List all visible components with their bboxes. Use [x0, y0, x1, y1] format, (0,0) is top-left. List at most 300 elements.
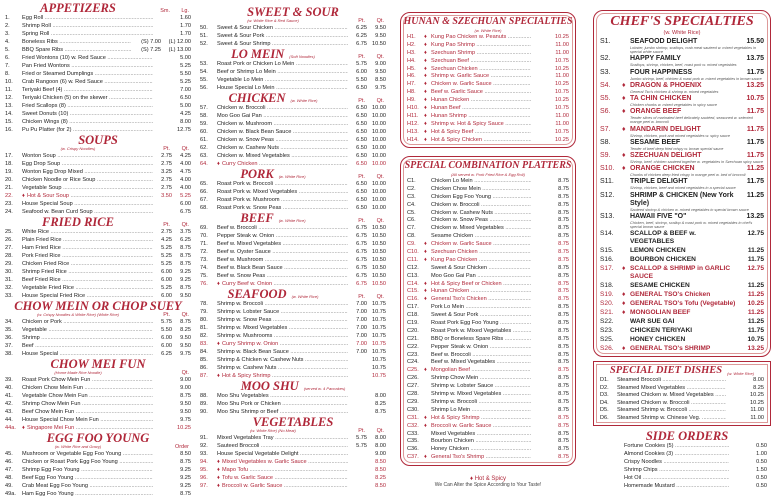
menu-item: [600, 213, 764, 221]
menu-item: [600, 336, 764, 344]
price-large: 10.25: [745, 400, 764, 408]
item-description: Scallops, shrimp, chicken, beef, roast pork w. mixed vegetables: [630, 63, 737, 68]
price-small: 6.00: [348, 68, 367, 76]
price-small: 6.75: [348, 240, 367, 248]
item-description: Chicken chunks w. mixed vegetables in spicy sauce: [630, 103, 717, 108]
price-small: [531, 249, 550, 257]
section-title-bar: [5, 358, 191, 370]
menu-section: [403, 16, 573, 144]
price-small: [729, 466, 748, 474]
menu-item: [5, 408, 191, 416]
price-large: 9.25: [172, 276, 191, 284]
hot-spicy-icon: ♦: [622, 108, 626, 116]
price-large: 10.00: [367, 180, 386, 188]
item-number: 38.: [5, 351, 13, 357]
price-large: 8.75: [550, 304, 569, 312]
hot-spicy-icon: ♦: [424, 249, 427, 256]
spacer: [424, 273, 431, 281]
item-number: [607, 474, 624, 482]
section-subtitle: (w. Crispy Noodles): [60, 146, 96, 151]
item-description: Chicken, beef, shrimp, scallop & roast pork w. mixed vegetables in chef's special brown sauce: [630, 220, 753, 230]
menu-item: [407, 304, 569, 312]
menu-item: [200, 474, 386, 482]
price-large: 8.75: [550, 312, 569, 320]
menu-item: [407, 129, 569, 137]
price-small: [531, 97, 550, 105]
price-large: 10.50: [367, 240, 386, 248]
menu-item: [407, 312, 569, 320]
price-small: [531, 312, 550, 320]
menu-item: [5, 384, 191, 392]
price-large: 8.75: [550, 446, 569, 454]
price-small: [348, 356, 367, 364]
item-number: H6.: [407, 73, 416, 80]
price-large: 8.00: [172, 118, 191, 126]
hot-spicy-legend: ♦ Hot & Spicy: [469, 476, 507, 482]
spacer: [424, 407, 431, 415]
spacer: [622, 139, 630, 147]
menu-item: [5, 200, 191, 208]
item-name: Chicken w. Black Bean Sauce .....: [217, 128, 348, 136]
price-small: [729, 450, 748, 458]
hot-spicy-icon: ♦: [217, 341, 220, 347]
side-orders: [593, 430, 771, 490]
item-number: S19.: [600, 291, 614, 299]
menu-item: [407, 352, 569, 360]
item-number: C16.: [407, 296, 419, 303]
item-name: Tofu w. Garlic Sauce .....: [222, 474, 348, 482]
menu-item: [607, 482, 767, 490]
item-name: Beef Fried Rice .....: [22, 276, 153, 284]
spice-note: We Can Alter the Spice According to Your Taste!: [434, 482, 542, 488]
section-title: SOUPS: [78, 133, 118, 147]
item-name: Singapore Mei Fun .....: [27, 424, 153, 432]
hot-spicy-icon: ♦: [424, 65, 427, 72]
menu-column-1: [5, 2, 191, 498]
item-number: 54.: [200, 69, 208, 75]
price-small: 6.50: [348, 188, 367, 196]
spacer: [622, 247, 630, 255]
price-large: 10.00: [367, 144, 386, 152]
item-number: H14.: [407, 136, 419, 143]
price-large: 0.50: [748, 482, 767, 490]
spacer: [424, 438, 431, 446]
item-name: General Tso's Shrimp .....: [431, 454, 531, 462]
price-small: [729, 442, 748, 450]
item-description: General Tso's chicken & shrimp w. mixed vegetables: [630, 89, 719, 94]
price-large: 8.75: [550, 320, 569, 328]
spacer: [622, 178, 630, 186]
menu-item: [200, 442, 386, 450]
price-large: 8.75: [550, 273, 569, 281]
item-name: Beef Egg Foo Young .....: [22, 474, 153, 482]
spacer: [424, 178, 431, 186]
section-subtitle-bar: [5, 444, 191, 450]
price-large: 10.75: [550, 129, 569, 137]
item-name: Curry Beef w. Onion .....: [222, 280, 348, 288]
menu-item: [200, 104, 386, 112]
menu-item: [600, 407, 764, 415]
price-small: [153, 482, 172, 490]
hot-spicy-icon: ♦: [622, 309, 626, 317]
item-name: Plain Fried Rice .....: [22, 236, 153, 244]
price-header: [151, 444, 189, 450]
hot-spicy-icon: ♦: [424, 34, 427, 40]
item-number: S15.: [600, 247, 614, 255]
price-small: [726, 377, 745, 385]
item-name: Beef .....: [22, 342, 153, 350]
spacer: [424, 383, 431, 391]
item-number: H5.: [407, 65, 416, 72]
spacer: [424, 304, 431, 312]
menu-item: [600, 345, 764, 353]
price-large: 8.75: [550, 257, 569, 265]
section-title-bar: [5, 2, 191, 14]
item-number: 55.: [200, 77, 208, 83]
menu-item: [200, 434, 386, 442]
hot-spicy-icon: ♦: [424, 73, 427, 80]
price-small: [531, 73, 550, 81]
price-large: 10.00: [367, 112, 386, 120]
item-number: 97.: [200, 483, 208, 489]
item-number: S26.: [600, 345, 614, 353]
price-large: 9.25: [172, 466, 191, 474]
price-large: 8.75: [550, 194, 569, 202]
menu-item: [200, 450, 386, 458]
item-number: D4.: [600, 399, 609, 406]
menu-item: [200, 152, 386, 160]
item-number: H4.: [407, 57, 416, 64]
menu-item: [200, 308, 386, 316]
item-number: 34.: [5, 319, 13, 325]
item-number: S18.: [600, 282, 614, 290]
item-number: D6.: [600, 414, 609, 421]
price-large: 8.75: [550, 225, 569, 233]
hot-spicy-icon: ♦: [622, 165, 626, 173]
item-number: S4.: [600, 81, 611, 89]
price-large: 12.75: [172, 126, 191, 134]
item-number: S5.: [600, 95, 611, 103]
menu-item: [407, 81, 569, 89]
menu-item: [200, 324, 386, 332]
price-large: 8.50: [367, 76, 386, 84]
price-column-label: Qt.: [376, 98, 384, 104]
hot-spicy-icon: ♦: [424, 280, 427, 287]
hot-spicy-icon: ♦: [424, 49, 427, 56]
item-number: H13.: [407, 128, 419, 135]
item-number: C25.: [407, 367, 419, 374]
menu-section: [5, 134, 191, 216]
menu-item: [5, 416, 191, 424]
price-column-label: Pt.: [163, 312, 170, 318]
spacer: [622, 336, 630, 344]
item-number: 5.: [5, 47, 10, 53]
price-small: 6.50: [348, 144, 367, 152]
item-name: Chicken w. Mixed Vegetables .....: [431, 225, 531, 233]
hot-spicy-icon: ♦: [22, 425, 25, 431]
item-name: Teriyaki Chicken (5) on the skewer .....: [22, 94, 153, 102]
item-number: 44a.: [5, 425, 16, 431]
price-large: 9.75: [367, 84, 386, 92]
price-large: 9.25: [172, 482, 191, 490]
price-large: 10.75: [367, 364, 386, 372]
hot-spicy-icon: ♦: [424, 120, 427, 127]
hot-spicy-icon: ♦: [622, 265, 626, 273]
menu-item: [5, 318, 191, 326]
item-name: Seafood w. Bean Curd Soup .....: [22, 208, 153, 216]
item-name: Beef w. Broccoli .....: [431, 352, 531, 360]
price-small: (S) 7.00: [131, 38, 161, 46]
item-number: C20.: [407, 327, 419, 334]
section-subtitle-bar: [5, 370, 191, 376]
spacer: [424, 265, 431, 273]
item-number: C7.: [407, 225, 416, 232]
section-title-bar: [200, 416, 386, 428]
menu-section: [607, 430, 767, 490]
item-number: C35.: [407, 438, 419, 445]
hot-spicy-icon: ♦: [424, 105, 427, 112]
price-small: [153, 408, 172, 416]
item-name: Beef w. Oyster Sauce .....: [217, 248, 348, 256]
menu-item: [5, 244, 191, 252]
item-name: Hot & Spicy Shrimp .....: [431, 415, 531, 423]
price-small: 5.25: [153, 260, 172, 268]
price-large: 8.75: [550, 210, 569, 218]
price-large: 8.75: [172, 490, 191, 498]
menu-item: [407, 383, 569, 391]
item-number: S10.: [600, 165, 615, 173]
item-number: 79.: [200, 309, 208, 315]
item-number: 46.: [5, 459, 13, 465]
spacer: [424, 336, 431, 344]
menu-item: [407, 367, 569, 375]
price-large: 9.50: [172, 292, 191, 300]
price-header: [346, 294, 384, 300]
section-title: VEGETABLES: [252, 415, 334, 429]
price-large: 11.00: [550, 73, 569, 81]
menu-item: [407, 137, 569, 145]
menu-item: [5, 160, 191, 168]
item-number: 42.: [5, 401, 13, 407]
price-small: [348, 364, 367, 372]
price-large: 9.50: [172, 342, 191, 350]
menu-item: [407, 391, 569, 399]
item-name: BOURBON CHICKEN: [630, 256, 696, 264]
item-number: 64.: [200, 161, 208, 167]
price-large: 9.00: [367, 450, 386, 458]
price-large: 10.00: [367, 196, 386, 204]
item-name: Shrimp .....: [22, 334, 153, 342]
menu-item: [5, 54, 191, 62]
menu-item: [5, 152, 191, 160]
price-small: [348, 474, 367, 482]
price-large: 10.25: [550, 66, 569, 74]
menu-item: [600, 300, 764, 308]
section-title: SWEET & SOUR: [247, 5, 339, 19]
item-name: Chicken Chow Mein Fun .....: [22, 384, 153, 392]
price-small: 6.50: [348, 120, 367, 128]
item-number: 59.: [200, 121, 208, 127]
price-small: 6.50: [348, 136, 367, 144]
item-number: 84.: [200, 349, 208, 355]
hot-spicy-icon: ♦: [622, 291, 626, 299]
item-number: S16.: [600, 256, 614, 264]
section-title-bar: [5, 432, 191, 444]
menu-item: [5, 38, 191, 46]
item-description: Shrimp, chicken, beef and mixed vegetables in a special sauce: [630, 186, 736, 191]
item-number: 19.: [5, 169, 13, 175]
price-small: [726, 385, 745, 393]
item-number: 86.: [200, 365, 208, 371]
price-small: [531, 352, 550, 360]
item-name: Vegetable Chow Mein Fun .....: [22, 392, 153, 400]
item-name: HONEY CHICKEN: [630, 336, 686, 344]
menu-item: [600, 309, 764, 317]
item-name: General Tso's Chicken .....: [431, 296, 531, 304]
item-number: H10.: [407, 105, 419, 112]
item-price: 15.50: [746, 38, 764, 45]
price-large: 10.50: [367, 224, 386, 232]
hunan-szechuan-box: [400, 12, 576, 148]
menu-item: [407, 423, 569, 431]
section-title-bar: [200, 48, 386, 60]
price-header: [151, 370, 189, 376]
hot-spicy-icon: ♦: [622, 345, 626, 353]
item-number: C33.: [407, 430, 419, 437]
price-small: 6.50: [348, 180, 367, 188]
price-large: 8.75: [172, 284, 191, 292]
menu-item: [600, 165, 764, 173]
price-small: 6.75: [348, 272, 367, 280]
spacer: [424, 312, 431, 320]
item-number: 7.: [5, 63, 10, 69]
item-name: Homemade Mustard .....: [624, 482, 729, 490]
menu-item: [200, 112, 386, 120]
price-header: [346, 218, 384, 224]
price-large: 10.75: [367, 308, 386, 316]
item-name: House Special Vegetable Delight .....: [217, 450, 348, 458]
hot-spicy-icon: ♦: [217, 483, 220, 489]
item-number: C19.: [407, 320, 419, 327]
menu-item: [407, 273, 569, 281]
item-price: 10.75: [747, 336, 764, 344]
price-large: 4.00: [172, 184, 191, 192]
price-small: [531, 320, 550, 328]
price-small: [531, 281, 550, 289]
menu-item: [407, 105, 569, 113]
item-name: Teriyaki Beef (4) .....: [22, 86, 153, 94]
menu-section: [5, 2, 191, 134]
item-description: Tender of beef deep fried crispy w. brown special sauce: [630, 146, 724, 151]
item-name: Beef Chow Mein Fun .....: [22, 408, 153, 416]
price-header: [151, 146, 189, 152]
section-subtitle: (w. White Rice): [474, 28, 502, 33]
menu-item: [407, 328, 569, 336]
item-name: Crab Rangoon (6) w. Red Sauce .....: [22, 78, 153, 86]
item-number: 22.: [5, 193, 13, 199]
spacer: [622, 55, 630, 63]
price-large: 8.75: [550, 383, 569, 391]
item-number: 74.: [200, 265, 208, 271]
price-small: 5.50: [153, 326, 172, 334]
price-column-label: Qt.: [376, 428, 384, 434]
menu-item: [600, 95, 764, 103]
price-large: 8.00: [367, 442, 386, 450]
price-large: 8.75: [550, 217, 569, 225]
item-number: C22.: [407, 343, 419, 350]
hot-spicy-icon: ♦: [622, 81, 626, 89]
menu-item: [5, 284, 191, 292]
menu-item: [200, 332, 386, 340]
item-number: H3.: [407, 49, 416, 56]
item-name: Beef w. Mixed Vegetables .....: [431, 359, 531, 367]
price-large: 10.25: [550, 81, 569, 89]
item-price: 13.75: [746, 55, 764, 63]
item-name: Vegetable Fried Rice .....: [22, 284, 153, 292]
menu-item: [200, 144, 386, 152]
menu-item: [407, 241, 569, 249]
menu-item: [5, 482, 191, 490]
item-name: Sauteed Broccoli .....: [217, 442, 348, 450]
price-small: 5.75: [348, 434, 367, 442]
menu-item: [407, 66, 569, 74]
price-large: 0.50: [748, 442, 767, 450]
menu-item: [407, 407, 569, 415]
price-small: 6.50: [348, 104, 367, 112]
price-small: [153, 474, 172, 482]
price-small: [153, 384, 172, 392]
item-number: S17.: [600, 265, 614, 273]
price-small: [531, 225, 550, 233]
item-name: Shrimp w. Broccoli .....: [217, 300, 348, 308]
menu-item: [407, 58, 569, 66]
item-name: Pu Pu Platter (for 2) .....: [22, 126, 153, 134]
price-large: 10.75: [550, 105, 569, 113]
price-large: 8.00: [745, 377, 764, 385]
menu-item: [5, 252, 191, 260]
item-name: Shrimp Egg Foo Young .....: [22, 466, 153, 474]
price-small: 6.50: [348, 128, 367, 136]
price-small: [153, 110, 172, 118]
price-small: [531, 438, 550, 446]
menu-item: [600, 139, 764, 147]
item-number: D2.: [600, 384, 609, 391]
price-large: 8.50: [367, 458, 386, 466]
item-number: 8.: [5, 71, 10, 77]
item-price: 11.75: [746, 108, 764, 116]
menu-column-2: [200, 6, 386, 490]
price-column-label: Lg.: [181, 8, 189, 14]
item-number: 16.: [5, 127, 13, 133]
item-name: Curry Chicken .....: [222, 160, 348, 168]
menu-item: [600, 385, 764, 393]
price-small: 6.50: [348, 196, 367, 204]
item-number: 17.: [5, 153, 13, 159]
menu-item: [407, 249, 569, 257]
item-name: Beef w. Snow Peas .....: [217, 272, 348, 280]
item-name: GENERAL TSO's SHRIMP: [630, 345, 711, 353]
item-number: 80.: [200, 317, 208, 323]
item-name: Kung Pao Chicken w. Peanuts .....: [431, 34, 531, 42]
spacer: [424, 352, 431, 360]
price-large: 10.50: [367, 248, 386, 256]
price-large: 10.00: [367, 152, 386, 160]
price-small: 2.75: [153, 184, 172, 192]
price-header: [151, 8, 189, 14]
price-column-label: Qt.: [376, 18, 384, 24]
price-large: 8.75: [550, 399, 569, 407]
price-column-label: Qt.: [181, 370, 189, 376]
